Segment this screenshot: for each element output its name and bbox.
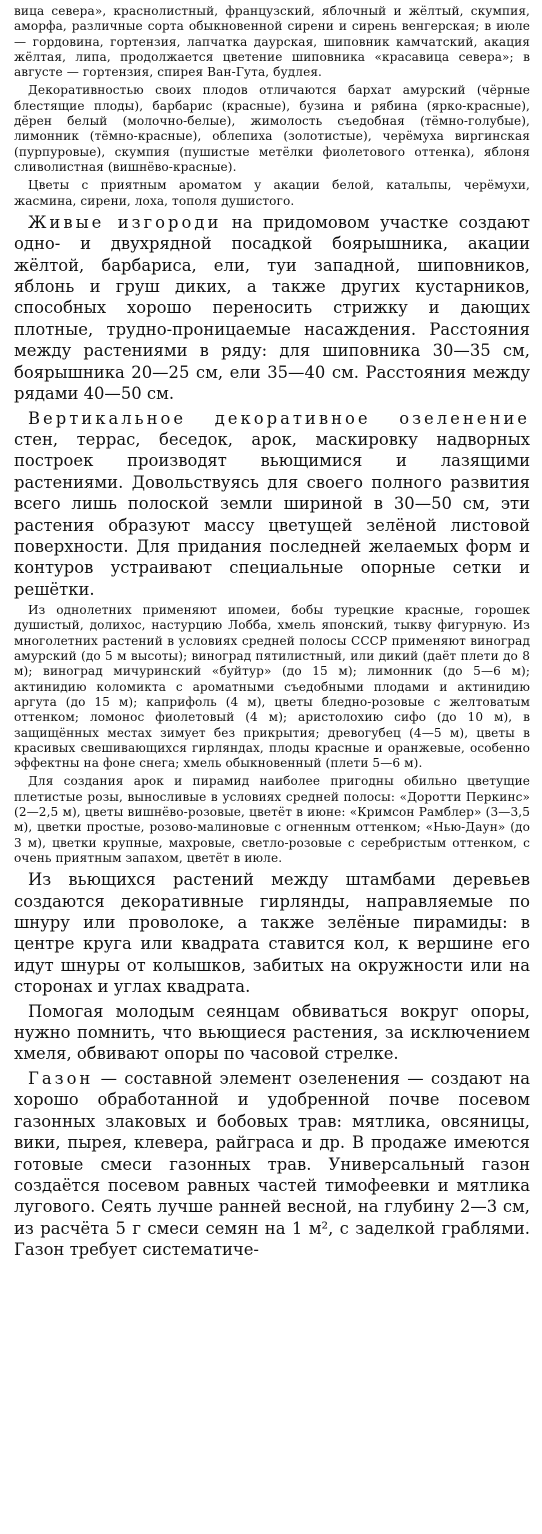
paragraph-hedges — [14, 212, 530, 405]
paragraph-decorative-fruits: Декоративностью своих плодов отличаются бархат амурский (чёрные блестящие плоды), барбарис (красные), бузина и рябина (ярко-красные), дёрен белый (молочно-белые), жимолость съедобная (тёмно-голубые), лимонник (тёмно-красные), облепиха (золотистые), черёмуха виргинская (пурпуровые), скумпия (пушистые метёлки фиолетового оттенка), яблоня сливолистная (вишнёво-красные). — [14, 83, 530, 174]
paragraph-roses: Для создания арок и пирамид наиболее пригодны обильно цветущие плетистые розы, выносливые в условиях средней полосы: «Доротти Перкинс» (2—2,5 м), цветы вишнёво-розовые, цветёт в июне: «Кримсон Рамблер» (3—3,5 м), цветки простые, розово-малиновые с огненным оттенком; «Нью-Даун» (до 3 м), цветки крупные, махровые, светло-розовые с серебристым оттенком, с очень приятным запахом, цветёт в июле. — [14, 774, 530, 865]
paragraph-twining-direction: Помогая молодым сеянцам обвиваться вокруг опоры, нужно помнить, что вьющиеся растения, за исключением хмеля, обвивают опоры по часовой стрелке. — [14, 1001, 530, 1064]
vertical-greening-body: стен, террас, беседок, арок, маскировку надворных построек производят вьющимися и лазящими растениями. Довольствуясь для своего полного развития всего лишь полоской земли шириной в 30—50 см, эти растения образуют массу цветущей зелёной листовой поверхности. Для придания последней желаемых форм и контуров устраивают специальные опорные сетки и решётки. — [14, 429, 530, 599]
paragraph-garlands: Из вьющихся растений между штамбами деревьев создаются декоративные гирлянды, направляемые по шнуру или проволоке, а также зелёные пирамиды: в центре круга или квадрата ставится кол, к вершине его идут шнуры от колышков, забитых на окружности или на сторонах и углах квадрата. — [14, 870, 530, 997]
term-hedges: Живые изгороди — [28, 212, 222, 232]
page-text — [14, 4, 530, 1261]
lawn-body: — составной элемент озеленения — создают на хорошо обработанной и удобренной почве посевом газонных злаковых и бобовых трав: мятлика, овсяницы, вики, пырея, клевера, райграса и др. В продаже имеются готовые смеси газонных трав. Универсальный газон создаётся посевом равных частей тимофеевки и мятлика лугового. Сеять лучше ранней весной, на глубину 2—3 см, из расчёта 5 г смеси семян на 1 м², с заделкой граблями. Газон требует систематиче- — [14, 1068, 530, 1260]
paragraph-flowering-continuation: вица севера», краснолистный, французский, яблочный и жёлтый, скумпия, аморфа, различные сорта обыкновенной сирени и сирень венгерская; в июле — гордовина, гортензия, лапчатка даурская, шиповник камчатский, акация жёлтая, липа, продолжается цветение шиповника «красавица севера»; в августе — гортензия, спирея Ван-Гута, будлея. — [14, 4, 530, 80]
term-vertical-greening: Вертикальное декоративное озеленение — [28, 408, 530, 428]
paragraph-lawn — [14, 1068, 530, 1261]
paragraph-vertical-greening — [14, 408, 530, 601]
paragraph-fragrant-flowers: Цветы с приятным ароматом у акации белой, катальпы, черёмухи, жасмина, сирени, лоха, тополя душистого. — [14, 178, 530, 208]
hedges-body: на придомовом участке создают одно- и двухрядной посадкой боярышника, акации жёлтой, барбариса, ели, туи западной, шиповников, яблонь и груш диких, а также других кустарников, способных хорошо переносить стрижку и дающих плотные, трудно-проницаемые насаждения. Расстояния между растениями в ряду: для шиповника 30—35 см, боярышника 20—25 см, ели 35—40 см. Расстояния между рядами 40—50 см. — [14, 212, 530, 404]
term-lawn: Газон — [28, 1068, 94, 1088]
paragraph-climbing-plants-list: Из однолетних применяют ипомеи, бобы турецкие красные, горошек душистый, долихос, настурцию Лобба, хмель японский, тыкву фигурную. Из многолетних растений в условиях средней полосы СССР применяют виноград амурский (до 5 м высоты); виноград пятилистный, или дикий (даёт плети до 8 м); виноград мичуринский «буйтур» (до 15 м); лимонник (до 5—6 м); актинидию коломикта с ароматными съедобными плодами и актинидию аргута (до 15 м); каприфоль (4 м), цветы бледно-розовые с желтоватым оттенком; ломонос фиолетовый (4 м); аристолохию сифо (до 10 м), в защищённых местах зимует без прикрытия; древогубец (4—5 м), цветы в красивых свешивающихся гирляндах, плоды красные и оранжевые, особенно эффектны на фоне снега; хмель обыкновенный (плети 5—6 м). — [14, 603, 530, 771]
